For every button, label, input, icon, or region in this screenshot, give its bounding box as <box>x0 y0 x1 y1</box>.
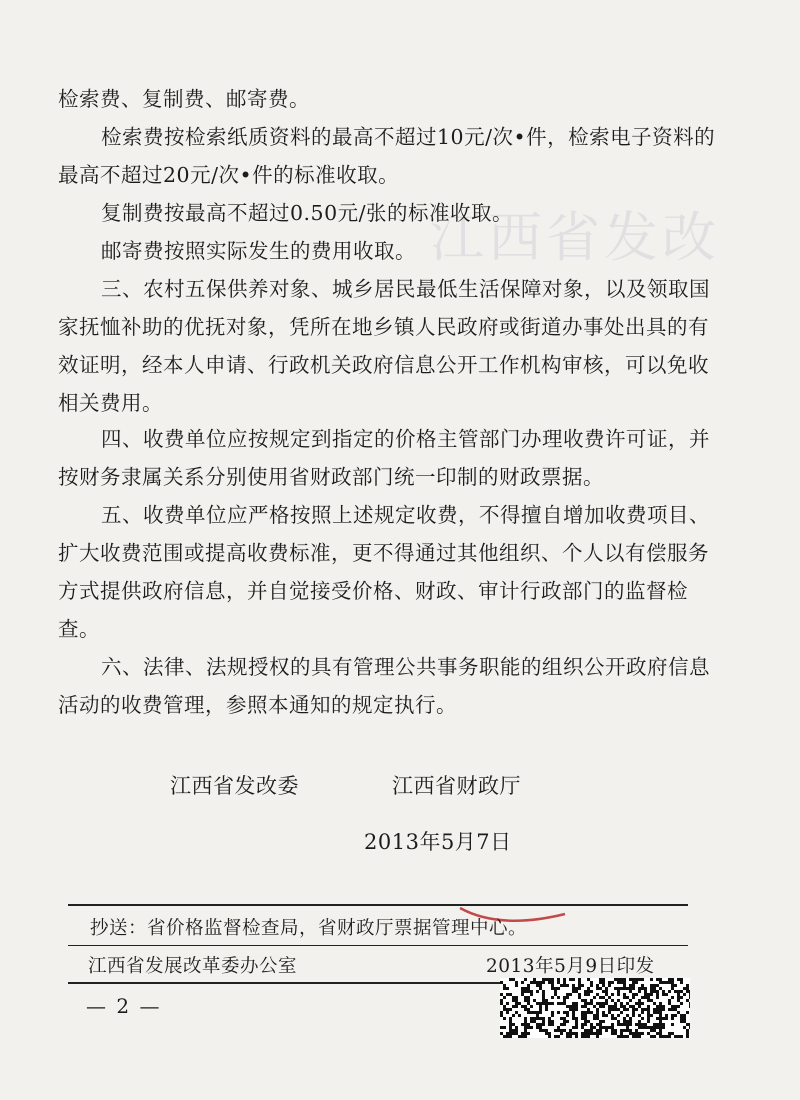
paragraph-retrieval-fee: 检索费按检索纸质资料的最高不超过10元/次•件，检索电子资料的最高不超过20元/次•件的标准收取。 <box>58 125 716 187</box>
footer-top-rule <box>68 904 688 906</box>
issuing-office: 江西省发展改革委办公室 <box>88 956 298 977</box>
footer-mid-rule <box>68 945 688 946</box>
issuer-development-reform: 江西省发改委 <box>170 774 299 798</box>
paragraph-item-6: 六、法律、法规授权的具有管理公共事务职能的组织公开政府信息活动的收费管理，参照本通知的规定执行。 <box>58 655 710 717</box>
cc-line: 抄送：省价格监督检查局，省财政厅票据管理中心。 <box>90 918 528 939</box>
bleed-through-text: 江西省发改 <box>430 206 720 269</box>
paragraph-fees-list: 检索费、复制费、邮寄费。 <box>58 87 310 111</box>
paragraph-postage-fee: 邮寄费按照实际发生的费用收取。 <box>101 239 416 263</box>
paragraph-item-4: 四、收费单位应按规定到指定的价格主管部门办理收费许可证，并按财务隶属关系分别使用省财政部门统一印制的财政票据。 <box>58 427 710 489</box>
issue-date: 2013年5月7日 <box>364 830 512 854</box>
paragraph-item-5: 五、收费单位应严格按照上述规定收费，不得擅自增加收费项目、扩大收费范围或提高收费标准，更不得通过其他组织、个人以有偿服务方式提供政府信息，并自觉接受价格、财政、审计行政部门的监督检查。 <box>58 503 710 641</box>
print-date: 2013年5月9日印发 <box>486 956 655 977</box>
issuer-finance: 江西省财政厅 <box>392 774 521 798</box>
barcode-icon <box>500 978 690 1038</box>
page-number: — 2 — <box>86 994 162 1018</box>
paragraph-copy-fee: 复制费按最高不超过0.50元/张的标准收取。 <box>101 201 514 225</box>
paragraph-item-3: 三、农村五保供养对象、城乡居民最低生活保障对象，以及领取国家抚恤补助的优抚对象，凭所在地乡镇人民政府或街道办事处出具的有效证明，经本人申请、行政机关政府信息公开工作机构审核，可以免收相关费用。 <box>58 277 710 415</box>
